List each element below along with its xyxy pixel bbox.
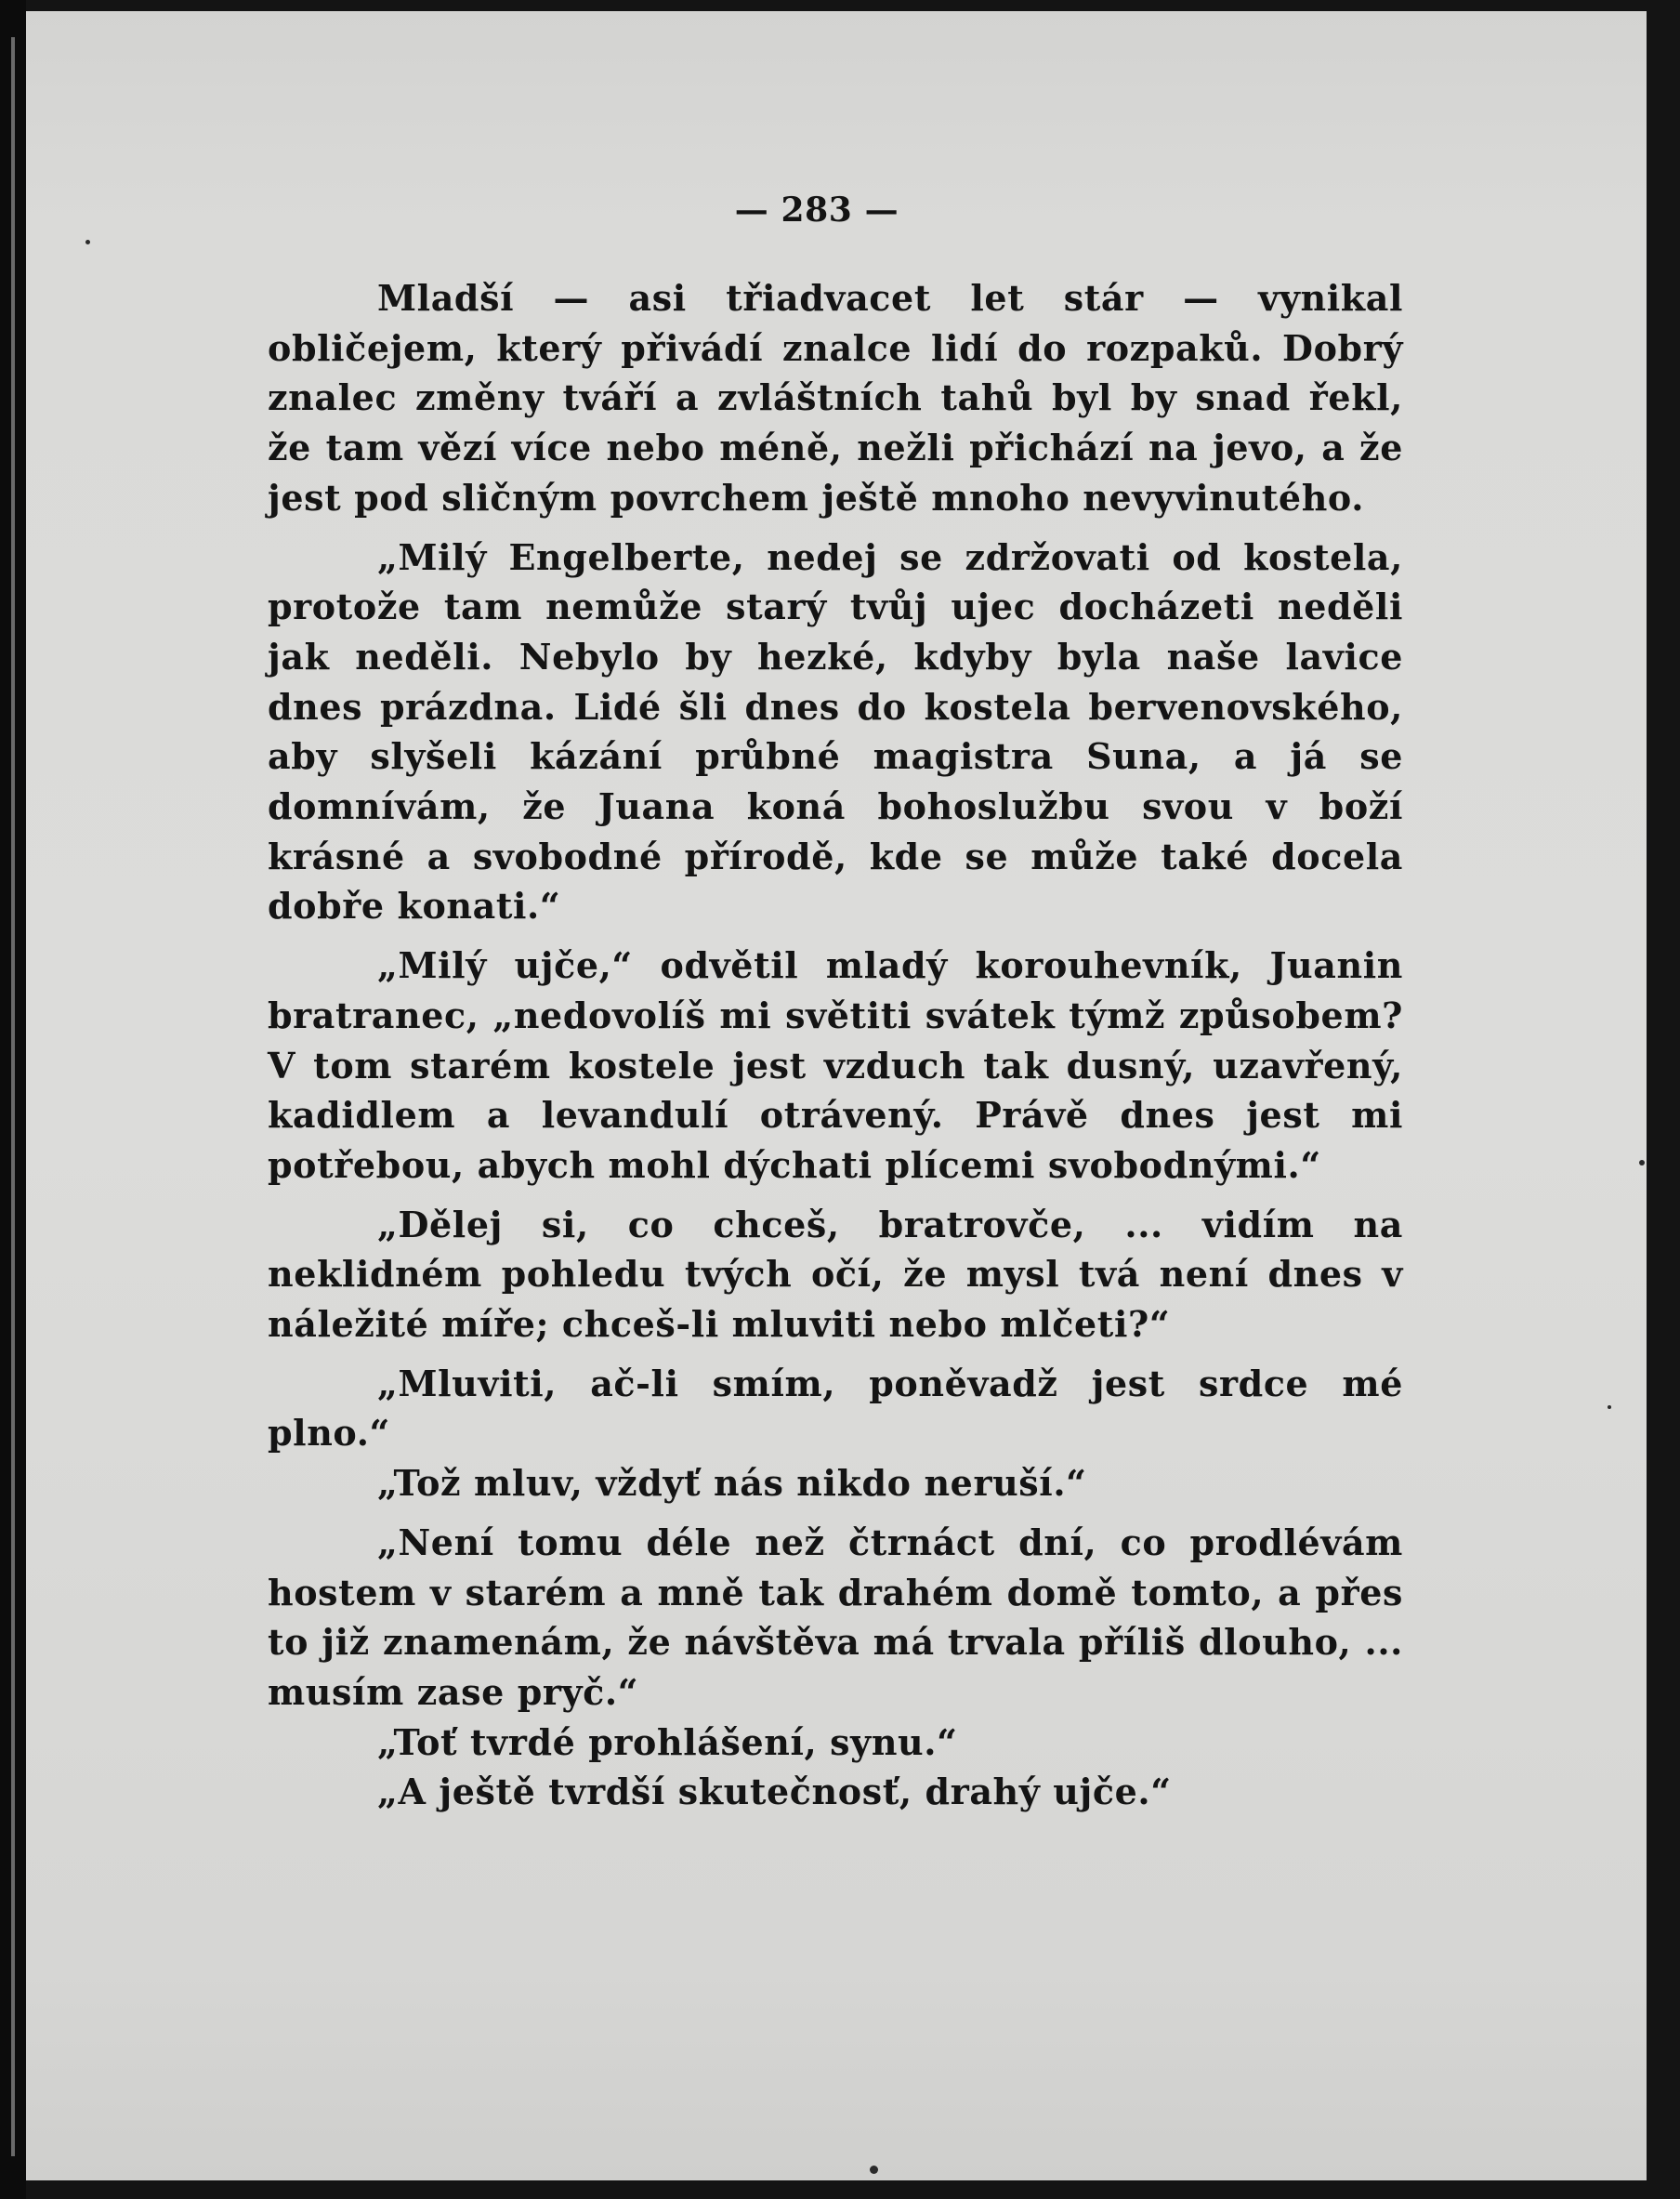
paragraph: „Toť tvrdé prohlášení, synu.“ [377,1720,958,1763]
paragraph: „Milý ujče,“ odvětil mladý korouhevník, Juanin bratranec, „nedovolíš mi světiti svátek týmž způsobem? V tom starém kostele jest vzduch tak dusný, uzavřený, kadidlem a levandulí otrávený. Právě dnes jest mi potřebou, abych mohl dýchati plícemi svobodnými.“ [268,944,1403,1186]
paragraph: „Tož mluv, vždyť nás nikdo neruší.“ [377,1462,1087,1505]
paragraph: „Není tomu déle než čtrnáct dní, co prodlévám hostem v starém a mně tak drahém domě tomto, a přes to již znamenám, že návštěva má trvala příliš dlouho, ... musím zase pryč.“ [268,1521,1403,1713]
paragraph: „Mluviti, ač-li smím, poněvadž jest srdce mé plno.“ [268,1362,1403,1455]
ink-speck [870,2166,878,2174]
ink-speck [1608,1405,1611,1409]
binding-edge [0,0,26,2199]
paragraph: „Milý Engelberte, nedej se zdržovati od kostela, protože tam nemůže starý tvůj ujec docházeti neděli jak neděli. Nebylo by hezké, kdyby byla naše lavice dnes prázdna. Lidé šli dnes do kostela bervenovského, aby slyšeli kázání průbné magistra Suna, a já se domnívám, že Juana koná bohoslužbu svou v boží krásné a svobodné přírodě, kde se může také docela dobře konati.“ [268,535,1403,928]
paragraph: „A ještě tvrdší skutečnosť, drahý ujče.“ [377,1771,1172,1813]
paragraph: „Dělej si, co chceš, bratrovče, ... vidím na neklidném pohledu tvých očí, že mysl tvá není dnes v náležité míře; chceš-li mluviti nebo mlčeti?“ [268,1203,1403,1346]
page-text [268,186,1403,1817]
ink-speck [85,240,90,244]
paragraph: Mladší — asi třiadvacet let stár — vynikal obličejem, který přivádí znalce lidí do rozpaků. Dobrý znalec změny tváří a zvláštních tahů byl by snad řekl, že tam vězí více nebo méně, nežli přichází na jevo, a že jest pod sličným povrchem ještě mnoho nevyvinutého. [268,277,1403,519]
binding-edge-strip [11,37,15,2156]
ink-speck [1639,1160,1645,1165]
page-number: — 283 — [734,191,899,230]
